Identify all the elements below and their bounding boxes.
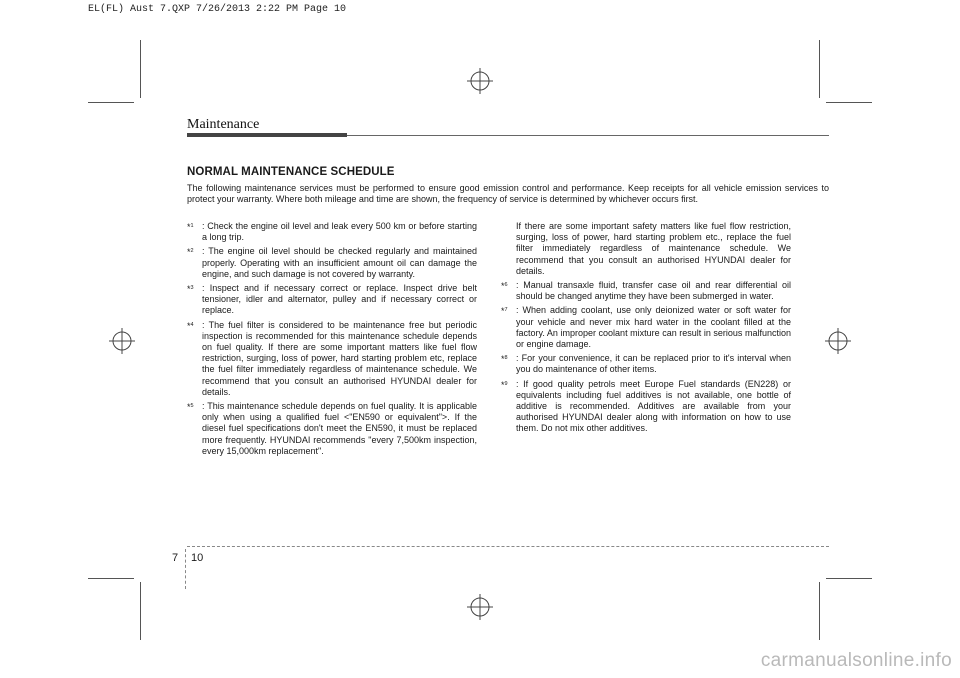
note-marker: *$^1$ xyxy=(187,222,194,232)
footer-rule xyxy=(187,546,829,547)
note-marker: *$^3$ xyxy=(187,284,194,295)
note-item xyxy=(501,379,791,435)
note-marker: *$^9$ xyxy=(501,379,508,390)
note-marker: *$^8$ xyxy=(501,354,508,365)
note-marker: *$^6$ xyxy=(501,281,508,292)
note-marker: *$^5$ xyxy=(187,402,194,413)
page-number-separator xyxy=(185,549,186,589)
note-item xyxy=(187,283,477,317)
note-item xyxy=(187,221,477,243)
note-text: : The fuel filter is considered to be maintenance free but periodic inspection is recommended for this maintenance schedule depends on fuel quality. If there are some important matters like fuel flow restriction, surging, loss of power, hard starting problem etc, replace the fuel filter immediately regardless of maintenance schedule. We recommend that you consult an authorised HYUNDAI dealer for details. xyxy=(202,319,477,397)
note-text: : Check the engine oil level and leak every 500 km or before starting a long trip. xyxy=(202,221,477,243)
note-text: : If good quality petrols meet Europe Fuel standards (EN228) or equivalents including fuel additives is not available, one bottle of additive is recommended. Additives are available from your authorised HYUNDAI dealer along with information on how to use them. Do not mix other additives. xyxy=(516,378,791,434)
header-rule xyxy=(347,135,829,136)
note-item xyxy=(187,320,477,398)
note-item xyxy=(501,353,791,375)
note-item xyxy=(187,246,477,280)
section-title: NORMAL MAINTENANCE SCHEDULE xyxy=(187,166,395,178)
watermark: carmanualsonline.info xyxy=(760,650,952,671)
page-header-title: Maintenance xyxy=(187,117,260,132)
note-continuation: If there are some important safety matters like fuel flow restriction, surging, loss of power, hard starting problem etc., replace the fuel filter immediately regardless of maintenance schedule. We recommend that you consult an authorised HYUNDAI dealer for details. xyxy=(516,221,791,276)
note-marker: *$^2$ xyxy=(187,247,194,258)
section-intro: The following maintenance services must be performed to ensure good emission control and performance. Keep receipts for all vehicle emission services to protect your warranty. Where both mileage and time are shown, the frequency of service is determined by whichever occurs first. xyxy=(187,183,829,205)
registration-mark-icon xyxy=(109,328,135,354)
registration-mark-icon xyxy=(467,68,493,94)
chapter-number: 7 xyxy=(172,552,179,564)
notes-left-column xyxy=(187,221,477,460)
printer-slug: EL(FL) Aust 7.QXP 7/26/2013 2:22 PM Page 10 xyxy=(88,4,347,15)
note-item xyxy=(187,401,477,457)
notes-right-column xyxy=(501,221,791,438)
note-item xyxy=(501,305,791,350)
note-text: : When adding coolant, use only deionized water or soft water for your vehicle and never mix hard water in the coolant filled at the factory. An improper coolant mixture can result in serious malfunction or engine damage. xyxy=(516,305,791,350)
registration-mark-icon xyxy=(825,328,851,354)
page-number: 10 xyxy=(191,552,204,564)
note-text: : The engine oil level should be checked regularly and maintained properly. Operating with an insufficient amount oil can damage the engine, and such damage is not covered by warranty. xyxy=(202,246,477,279)
note-marker: *$^4$ xyxy=(187,320,194,331)
note-text: : Manual transaxle fluid, transfer case oil and rear differential oil should be changed anytime they have been submerged in water. xyxy=(516,280,791,302)
note-marker: *$^7$ xyxy=(501,306,508,317)
note-text: : Inspect and if necessary correct or replace. Inspect drive belt tensioner, idler and alternator, pulley and if necessary correct or replace. xyxy=(202,283,477,316)
note-text: : This maintenance schedule depends on fuel quality. It is applicable only when using a qualified fuel <"EN590 or equivalent">. If the diesel fuel specifications don't meet the EN590, it must be replaced more frequently. HYUNDAI recommends "every 7,500km inspection, every 15,000km replacement". xyxy=(202,401,477,456)
note-item xyxy=(501,280,791,302)
header-bar xyxy=(187,133,347,137)
registration-mark-icon xyxy=(467,594,493,620)
note-text: : For your convenience, it can be replaced prior to it's interval when you do maintenance of other items. xyxy=(516,353,791,375)
